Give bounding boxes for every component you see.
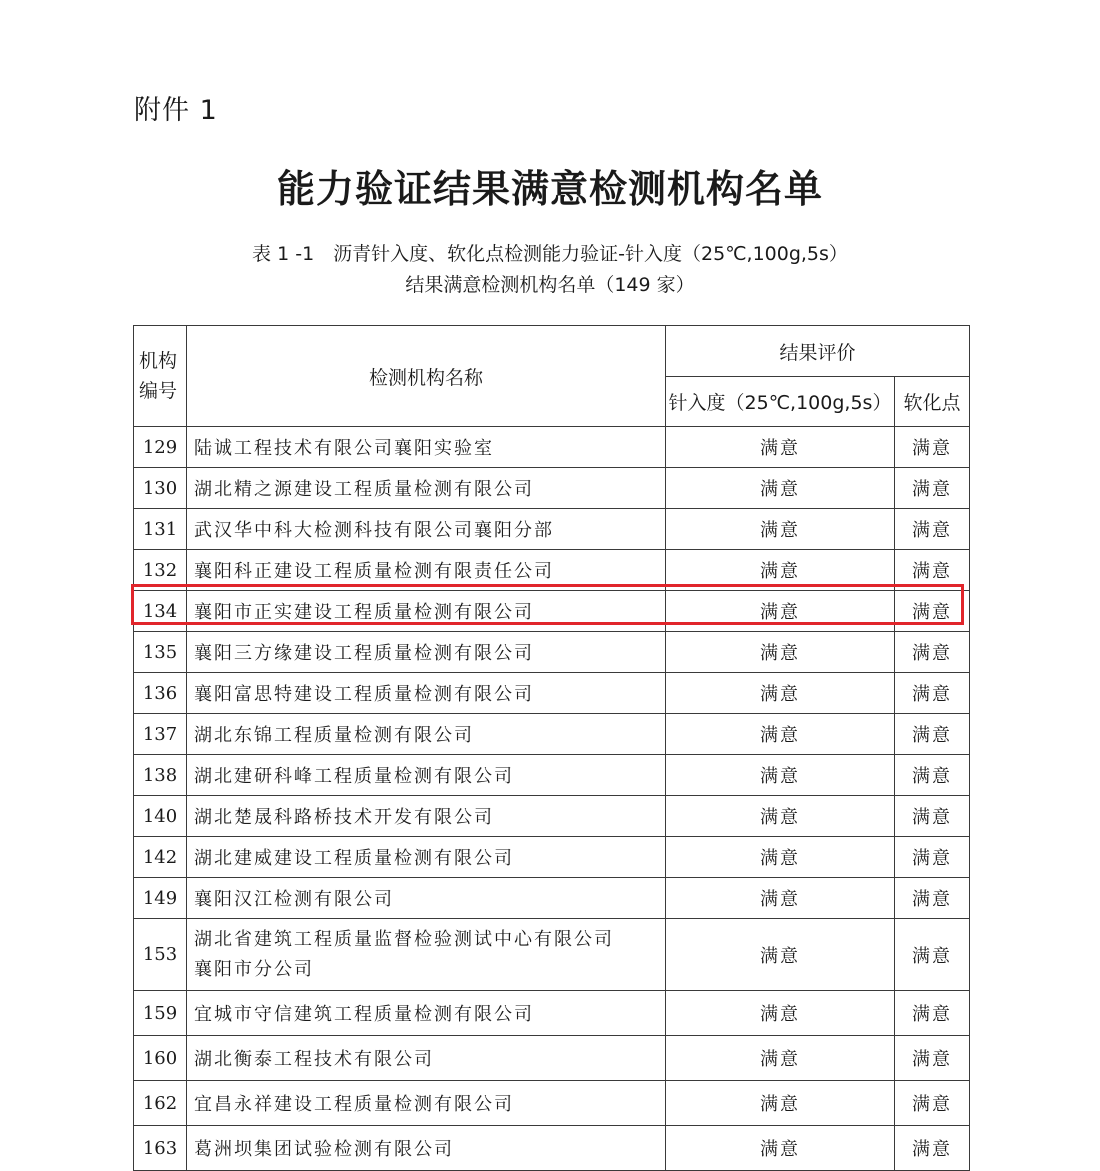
table-row (134, 714, 970, 755)
table-row (134, 991, 970, 1036)
row-softening-result: 满意 (895, 755, 970, 796)
row-number: 132 (134, 550, 187, 591)
row-softening-result: 满意 (895, 632, 970, 673)
row-number: 159 (134, 991, 187, 1036)
table-row (134, 509, 970, 550)
table-caption-line1: 表 1 -1 沥青针入度、软化点检测能力验证-针入度（25℃,100g,5s） (252, 243, 848, 265)
row-penetration-result: 满意 (666, 796, 895, 837)
row-number: 153 (134, 919, 187, 991)
table-row (134, 1081, 970, 1126)
row-penetration-result: 满意 (666, 632, 895, 673)
table-row (134, 796, 970, 837)
row-softening-result: 满意 (895, 1036, 970, 1081)
row-institution-name: 襄阳汉江检测有限公司 (187, 878, 666, 919)
header-result-evaluation: 结果评价 (666, 326, 970, 377)
header-institution-name: 检测机构名称 (187, 326, 666, 427)
attachment-label: 附件 1 (134, 95, 218, 126)
row-softening-result: 满意 (895, 509, 970, 550)
header-penetration: 针入度（25℃,100g,5s） (666, 377, 895, 427)
row-institution-name: 湖北衡泰工程技术有限公司 (187, 1036, 666, 1081)
row-softening-result: 满意 (895, 796, 970, 837)
row-number: 163 (134, 1126, 187, 1171)
row-institution-name: 襄阳市正实建设工程质量检测有限公司 (187, 591, 666, 632)
table-row (134, 919, 970, 991)
row-penetration-result: 满意 (666, 1126, 895, 1171)
row-institution-name: 陆诚工程技术有限公司襄阳实验室 (187, 427, 666, 468)
row-penetration-result: 满意 (666, 919, 895, 991)
row-penetration-result: 满意 (666, 550, 895, 591)
row-penetration-result: 满意 (666, 837, 895, 878)
document-title: 能力验证结果满意检测机构名单 (276, 167, 823, 211)
row-institution-name: 襄阳三方缘建设工程质量检测有限公司 (187, 632, 666, 673)
row-softening-result: 满意 (895, 878, 970, 919)
row-number: 129 (134, 427, 187, 468)
row-institution-name: 湖北建威建设工程质量检测有限公司 (187, 837, 666, 878)
row-institution-name: 湖北精之源建设工程质量检测有限公司 (187, 468, 666, 509)
row-institution-name: 湖北楚晟科路桥技术开发有限公司 (187, 796, 666, 837)
row-penetration-result: 满意 (666, 509, 895, 550)
table-row (134, 673, 970, 714)
row-softening-result: 满意 (895, 591, 970, 632)
row-institution-name (187, 919, 666, 991)
row-institution-name: 襄阳科正建设工程质量检测有限责任公司 (187, 550, 666, 591)
row-institution-name-line1: 湖北省建筑工程质量监督检验测试中心有限公司 (194, 928, 614, 950)
row-softening-result: 满意 (895, 919, 970, 991)
table-row-highlighted (134, 591, 970, 632)
row-number: 162 (134, 1081, 187, 1126)
row-institution-name-line2: 襄阳市分公司 (194, 958, 314, 980)
table-row (134, 837, 970, 878)
table-row (134, 427, 970, 468)
results-table (133, 325, 970, 1171)
table-row (134, 755, 970, 796)
row-penetration-result: 满意 (666, 991, 895, 1036)
row-number: 138 (134, 755, 187, 796)
row-institution-name: 襄阳富思特建设工程质量检测有限公司 (187, 673, 666, 714)
row-penetration-result: 满意 (666, 468, 895, 509)
row-institution-name: 宜城市守信建筑工程质量检测有限公司 (187, 991, 666, 1036)
row-number: 140 (134, 796, 187, 837)
header-no-line2: 编号 (139, 380, 178, 402)
row-institution-name: 武汉华中科大检测科技有限公司襄阳分部 (187, 509, 666, 550)
row-penetration-result: 满意 (666, 878, 895, 919)
row-institution-name: 葛洲坝集团试验检测有限公司 (187, 1126, 666, 1171)
row-penetration-result: 满意 (666, 714, 895, 755)
row-number: 160 (134, 1036, 187, 1081)
row-number: 135 (134, 632, 187, 673)
row-softening-result: 满意 (895, 714, 970, 755)
row-penetration-result: 满意 (666, 755, 895, 796)
row-number: 149 (134, 878, 187, 919)
table-row (134, 1126, 970, 1171)
table-row (134, 878, 970, 919)
row-penetration-result: 满意 (666, 673, 895, 714)
row-institution-name: 湖北建研科峰工程质量检测有限公司 (187, 755, 666, 796)
table-caption-line2: 结果满意检测机构名单（149 家） (405, 274, 695, 296)
row-number: 142 (134, 837, 187, 878)
row-softening-result: 满意 (895, 991, 970, 1036)
table-row (134, 468, 970, 509)
row-softening-result: 满意 (895, 550, 970, 591)
row-softening-result: 满意 (895, 427, 970, 468)
row-number: 130 (134, 468, 187, 509)
header-softening-point: 软化点 (895, 377, 970, 427)
table-row (134, 1036, 970, 1081)
row-penetration-result: 满意 (666, 1036, 895, 1081)
table-row (134, 632, 970, 673)
row-softening-result: 满意 (895, 468, 970, 509)
row-penetration-result: 满意 (666, 1081, 895, 1126)
row-number: 137 (134, 714, 187, 755)
row-softening-result: 满意 (895, 1126, 970, 1171)
table-row (134, 550, 970, 591)
row-softening-result: 满意 (895, 673, 970, 714)
row-number: 134 (134, 591, 187, 632)
row-penetration-result: 满意 (666, 591, 895, 632)
row-number: 136 (134, 673, 187, 714)
row-softening-result: 满意 (895, 1081, 970, 1126)
header-institution-number (134, 326, 187, 427)
row-institution-name: 湖北东锦工程质量检测有限公司 (187, 714, 666, 755)
row-number: 131 (134, 509, 187, 550)
header-no-line1: 机构 (139, 350, 178, 372)
row-penetration-result: 满意 (666, 427, 895, 468)
row-softening-result: 满意 (895, 837, 970, 878)
row-institution-name: 宜昌永祥建设工程质量检测有限公司 (187, 1081, 666, 1126)
